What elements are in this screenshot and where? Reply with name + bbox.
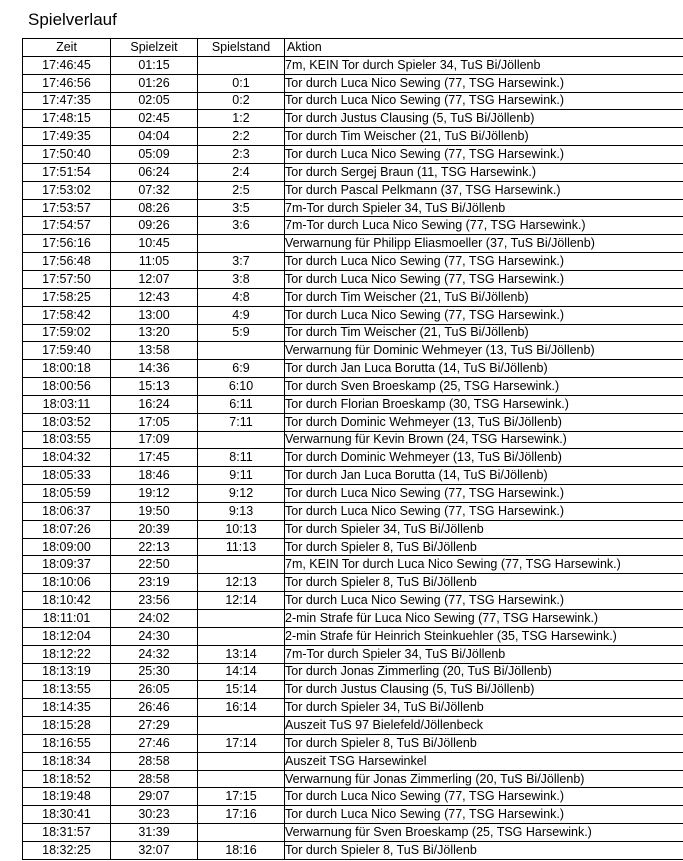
table-row (23, 574, 683, 592)
time-cell: 17:59:40 (23, 342, 111, 360)
action-cell: Tor durch Luca Nico Sewing (77, TSG Harsewink.) (285, 253, 683, 271)
action-cell: Verwarnung für Sven Broeskamp (25, TSG Harsewink.) (285, 824, 683, 842)
table-row (23, 146, 683, 164)
table-header-row (23, 39, 683, 57)
header-score: Spielstand (198, 39, 285, 57)
header-game-time: Spielzeit (111, 39, 198, 57)
score-cell: 2:3 (198, 146, 285, 164)
table-row (23, 734, 683, 752)
game-time-cell: 28:58 (111, 770, 198, 788)
time-cell: 18:14:35 (23, 699, 111, 717)
action-cell: Tor durch Luca Nico Sewing (77, TSG Harsewink.) (285, 806, 683, 824)
game-time-cell: 29:07 (111, 788, 198, 806)
time-cell: 18:05:33 (23, 467, 111, 485)
score-cell: 18:16 (198, 841, 285, 859)
game-time-cell: 09:26 (111, 217, 198, 235)
game-time-cell: 01:26 (111, 74, 198, 92)
table-row (23, 431, 683, 449)
action-cell: Tor durch Sven Broeskamp (25, TSG Harsewink.) (285, 378, 683, 396)
header-action: Aktion (285, 39, 683, 57)
time-cell: 17:56:48 (23, 253, 111, 271)
time-cell: 17:54:57 (23, 217, 111, 235)
action-cell: Tor durch Tim Weischer (21, TuS Bi/Jöllenb) (285, 288, 683, 306)
score-cell: 6:10 (198, 378, 285, 396)
score-cell: 8:11 (198, 449, 285, 467)
game-time-cell: 13:00 (111, 306, 198, 324)
table-row (23, 841, 683, 859)
game-time-cell: 02:45 (111, 110, 198, 128)
time-cell: 18:12:22 (23, 645, 111, 663)
game-log-body (23, 56, 683, 859)
table-row (23, 681, 683, 699)
table-row (23, 128, 683, 146)
action-cell: Auszeit TSG Harsewinkel (285, 752, 683, 770)
score-cell: 13:14 (198, 645, 285, 663)
action-cell: Verwarnung für Kevin Brown (24, TSG Harsewink.) (285, 431, 683, 449)
table-row (23, 449, 683, 467)
game-time-cell: 26:05 (111, 681, 198, 699)
action-cell: Tor durch Luca Nico Sewing (77, TSG Harsewink.) (285, 74, 683, 92)
action-cell: 7m, KEIN Tor durch Luca Nico Sewing (77, TSG Harsewink.) (285, 556, 683, 574)
game-time-cell: 12:07 (111, 270, 198, 288)
header-time: Zeit (23, 39, 111, 57)
score-cell: 2:5 (198, 181, 285, 199)
table-row (23, 110, 683, 128)
game-time-cell: 17:45 (111, 449, 198, 467)
action-cell: Auszeit TuS 97 Bielefeld/Jöllenbeck (285, 717, 683, 735)
score-cell (198, 235, 285, 253)
action-cell: Tor durch Spieler 34, TuS Bi/Jöllenb (285, 699, 683, 717)
score-cell: 14:14 (198, 663, 285, 681)
game-time-cell: 13:20 (111, 324, 198, 342)
table-row (23, 645, 683, 663)
score-cell: 7:11 (198, 413, 285, 431)
action-cell: Tor durch Luca Nico Sewing (77, TSG Harsewink.) (285, 306, 683, 324)
action-cell: Tor durch Luca Nico Sewing (77, TSG Harsewink.) (285, 146, 683, 164)
action-cell: Tor durch Spieler 34, TuS Bi/Jöllenb (285, 520, 683, 538)
score-cell: 15:14 (198, 681, 285, 699)
time-cell: 17:47:35 (23, 92, 111, 110)
score-cell: 0:1 (198, 74, 285, 92)
game-time-cell: 26:46 (111, 699, 198, 717)
score-cell (198, 752, 285, 770)
game-time-cell: 01:15 (111, 56, 198, 74)
action-cell: Tor durch Spieler 8, TuS Bi/Jöllenb (285, 574, 683, 592)
table-row (23, 788, 683, 806)
score-cell (198, 770, 285, 788)
table-row (23, 378, 683, 396)
time-cell: 18:03:52 (23, 413, 111, 431)
score-cell (198, 717, 285, 735)
table-row (23, 502, 683, 520)
game-time-cell: 17:09 (111, 431, 198, 449)
game-time-cell: 04:04 (111, 128, 198, 146)
action-cell: 7m-Tor durch Spieler 34, TuS Bi/Jöllenb (285, 645, 683, 663)
action-cell: Tor durch Dominic Wehmeyer (13, TuS Bi/Jöllenb) (285, 413, 683, 431)
action-cell: Tor durch Luca Nico Sewing (77, TSG Harsewink.) (285, 92, 683, 110)
time-cell: 18:05:59 (23, 485, 111, 503)
game-time-cell: 28:58 (111, 752, 198, 770)
action-cell: Tor durch Spieler 8, TuS Bi/Jöllenb (285, 538, 683, 556)
time-cell: 18:03:11 (23, 395, 111, 413)
time-cell: 17:49:35 (23, 128, 111, 146)
time-cell: 17:53:57 (23, 199, 111, 217)
time-cell: 18:12:04 (23, 627, 111, 645)
table-row (23, 699, 683, 717)
score-cell: 4:8 (198, 288, 285, 306)
game-time-cell: 19:12 (111, 485, 198, 503)
score-cell (198, 627, 285, 645)
score-cell: 2:2 (198, 128, 285, 146)
time-cell: 17:57:50 (23, 270, 111, 288)
score-cell: 9:11 (198, 467, 285, 485)
time-cell: 17:51:54 (23, 163, 111, 181)
table-row (23, 395, 683, 413)
time-cell: 18:11:01 (23, 610, 111, 628)
game-time-cell: 24:30 (111, 627, 198, 645)
time-cell: 17:48:15 (23, 110, 111, 128)
score-cell: 9:13 (198, 502, 285, 520)
table-row (23, 342, 683, 360)
table-row (23, 360, 683, 378)
game-time-cell: 19:50 (111, 502, 198, 520)
game-time-cell: 27:46 (111, 734, 198, 752)
table-row (23, 824, 683, 842)
action-cell: Tor durch Jonas Zimmerling (20, TuS Bi/Jöllenb) (285, 663, 683, 681)
action-cell: Tor durch Luca Nico Sewing (77, TSG Harsewink.) (285, 788, 683, 806)
time-cell: 18:16:55 (23, 734, 111, 752)
table-row (23, 288, 683, 306)
score-cell: 4:9 (198, 306, 285, 324)
time-cell: 17:46:45 (23, 56, 111, 74)
game-time-cell: 31:39 (111, 824, 198, 842)
score-cell (198, 556, 285, 574)
score-cell: 0:2 (198, 92, 285, 110)
score-cell: 6:11 (198, 395, 285, 413)
time-cell: 18:09:37 (23, 556, 111, 574)
table-row (23, 235, 683, 253)
action-cell: Tor durch Luca Nico Sewing (77, TSG Harsewink.) (285, 270, 683, 288)
table-row (23, 592, 683, 610)
game-time-cell: 16:24 (111, 395, 198, 413)
table-row (23, 806, 683, 824)
time-cell: 18:13:55 (23, 681, 111, 699)
time-cell: 17:56:16 (23, 235, 111, 253)
time-cell: 18:00:18 (23, 360, 111, 378)
table-row (23, 538, 683, 556)
time-cell: 18:07:26 (23, 520, 111, 538)
table-row (23, 770, 683, 788)
table-row (23, 199, 683, 217)
score-cell: 12:14 (198, 592, 285, 610)
table-row (23, 610, 683, 628)
game-time-cell: 12:43 (111, 288, 198, 306)
table-row (23, 74, 683, 92)
table-row (23, 752, 683, 770)
time-cell: 18:03:55 (23, 431, 111, 449)
time-cell: 18:18:34 (23, 752, 111, 770)
time-cell: 17:46:56 (23, 74, 111, 92)
game-time-cell: 15:13 (111, 378, 198, 396)
action-cell: Tor durch Spieler 8, TuS Bi/Jöllenb (285, 841, 683, 859)
game-time-cell: 13:58 (111, 342, 198, 360)
score-cell (198, 824, 285, 842)
game-time-cell: 22:13 (111, 538, 198, 556)
table-row (23, 627, 683, 645)
action-cell: 7m, KEIN Tor durch Spieler 34, TuS Bi/Jöllenb (285, 56, 683, 74)
action-cell: Tor durch Justus Clausing (5, TuS Bi/Jöllenb) (285, 681, 683, 699)
score-cell: 17:16 (198, 806, 285, 824)
game-time-cell: 05:09 (111, 146, 198, 164)
game-time-cell: 25:30 (111, 663, 198, 681)
time-cell: 18:32:25 (23, 841, 111, 859)
table-row (23, 520, 683, 538)
table-row (23, 163, 683, 181)
table-row (23, 485, 683, 503)
game-time-cell: 08:26 (111, 199, 198, 217)
time-cell: 18:18:52 (23, 770, 111, 788)
action-cell: Tor durch Justus Clausing (5, TuS Bi/Jöllenb) (285, 110, 683, 128)
action-cell: 2-min Strafe für Luca Nico Sewing (77, TSG Harsewink.) (285, 610, 683, 628)
time-cell: 18:06:37 (23, 502, 111, 520)
action-cell: Verwarnung für Dominic Wehmeyer (13, TuS Bi/Jöllenb) (285, 342, 683, 360)
game-time-cell: 20:39 (111, 520, 198, 538)
time-cell: 18:10:06 (23, 574, 111, 592)
game-time-cell: 27:29 (111, 717, 198, 735)
table-row (23, 717, 683, 735)
score-cell: 17:15 (198, 788, 285, 806)
score-cell (198, 431, 285, 449)
game-time-cell: 14:36 (111, 360, 198, 378)
game-time-cell: 24:32 (111, 645, 198, 663)
game-time-cell: 02:05 (111, 92, 198, 110)
action-cell: Tor durch Jan Luca Borutta (14, TuS Bi/Jöllenb) (285, 360, 683, 378)
table-row (23, 253, 683, 271)
action-cell: Tor durch Sergej Braun (11, TSG Harsewink.) (285, 163, 683, 181)
time-cell: 18:31:57 (23, 824, 111, 842)
score-cell: 9:12 (198, 485, 285, 503)
game-time-cell: 06:24 (111, 163, 198, 181)
score-cell (198, 56, 285, 74)
score-cell: 12:13 (198, 574, 285, 592)
game-time-cell: 07:32 (111, 181, 198, 199)
table-row (23, 324, 683, 342)
action-cell: Tor durch Tim Weischer (21, TuS Bi/Jöllenb) (285, 324, 683, 342)
score-cell: 2:4 (198, 163, 285, 181)
table-row (23, 181, 683, 199)
time-cell: 17:58:25 (23, 288, 111, 306)
action-cell: Tor durch Dominic Wehmeyer (13, TuS Bi/Jöllenb) (285, 449, 683, 467)
action-cell: Tor durch Luca Nico Sewing (77, TSG Harsewink.) (285, 485, 683, 503)
action-cell: Tor durch Jan Luca Borutta (14, TuS Bi/Jöllenb) (285, 467, 683, 485)
table-row (23, 56, 683, 74)
score-cell: 3:5 (198, 199, 285, 217)
score-cell (198, 342, 285, 360)
action-cell: 7m-Tor durch Spieler 34, TuS Bi/Jöllenb (285, 199, 683, 217)
table-row (23, 306, 683, 324)
score-cell: 11:13 (198, 538, 285, 556)
action-cell: Tor durch Florian Broeskamp (30, TSG Harsewink.) (285, 395, 683, 413)
action-cell: Tor durch Pascal Pelkmann (37, TSG Harsewink.) (285, 181, 683, 199)
action-cell: Tor durch Luca Nico Sewing (77, TSG Harsewink.) (285, 592, 683, 610)
table-row (23, 217, 683, 235)
table-row (23, 92, 683, 110)
game-time-cell: 18:46 (111, 467, 198, 485)
time-cell: 17:50:40 (23, 146, 111, 164)
score-cell: 5:9 (198, 324, 285, 342)
score-cell: 1:2 (198, 110, 285, 128)
score-cell: 3:6 (198, 217, 285, 235)
action-cell: Tor durch Tim Weischer (21, TuS Bi/Jöllenb) (285, 128, 683, 146)
page-title: Spielverlauf (28, 10, 117, 29)
game-time-cell: 30:23 (111, 806, 198, 824)
score-cell: 3:8 (198, 270, 285, 288)
game-time-cell: 23:19 (111, 574, 198, 592)
action-cell: Verwarnung für Jonas Zimmerling (20, TuS Bi/Jöllenb) (285, 770, 683, 788)
score-cell: 17:14 (198, 734, 285, 752)
game-time-cell: 11:05 (111, 253, 198, 271)
score-cell (198, 610, 285, 628)
table-row (23, 556, 683, 574)
score-cell: 10:13 (198, 520, 285, 538)
game-time-cell: 10:45 (111, 235, 198, 253)
time-cell: 18:15:28 (23, 717, 111, 735)
time-cell: 17:53:02 (23, 181, 111, 199)
time-cell: 18:13:19 (23, 663, 111, 681)
game-time-cell: 17:05 (111, 413, 198, 431)
table-row (23, 270, 683, 288)
table-row (23, 663, 683, 681)
game-time-cell: 24:02 (111, 610, 198, 628)
time-cell: 17:59:02 (23, 324, 111, 342)
table-row (23, 467, 683, 485)
action-cell: Tor durch Spieler 8, TuS Bi/Jöllenb (285, 734, 683, 752)
game-time-cell: 32:07 (111, 841, 198, 859)
time-cell: 18:10:42 (23, 592, 111, 610)
table-row (23, 413, 683, 431)
game-log-table (22, 38, 683, 860)
time-cell: 17:58:42 (23, 306, 111, 324)
time-cell: 18:04:32 (23, 449, 111, 467)
time-cell: 18:19:48 (23, 788, 111, 806)
action-cell: 7m-Tor durch Luca Nico Sewing (77, TSG Harsewink.) (285, 217, 683, 235)
action-cell: 2-min Strafe für Heinrich Steinkuehler (35, TSG Harsewink.) (285, 627, 683, 645)
score-cell: 3:7 (198, 253, 285, 271)
time-cell: 18:30:41 (23, 806, 111, 824)
action-cell: Verwarnung für Philipp Eliasmoeller (37, TuS Bi/Jöllenb) (285, 235, 683, 253)
score-cell: 16:14 (198, 699, 285, 717)
time-cell: 18:09:00 (23, 538, 111, 556)
game-time-cell: 22:50 (111, 556, 198, 574)
game-time-cell: 23:56 (111, 592, 198, 610)
score-cell: 6:9 (198, 360, 285, 378)
time-cell: 18:00:56 (23, 378, 111, 396)
action-cell: Tor durch Luca Nico Sewing (77, TSG Harsewink.) (285, 502, 683, 520)
